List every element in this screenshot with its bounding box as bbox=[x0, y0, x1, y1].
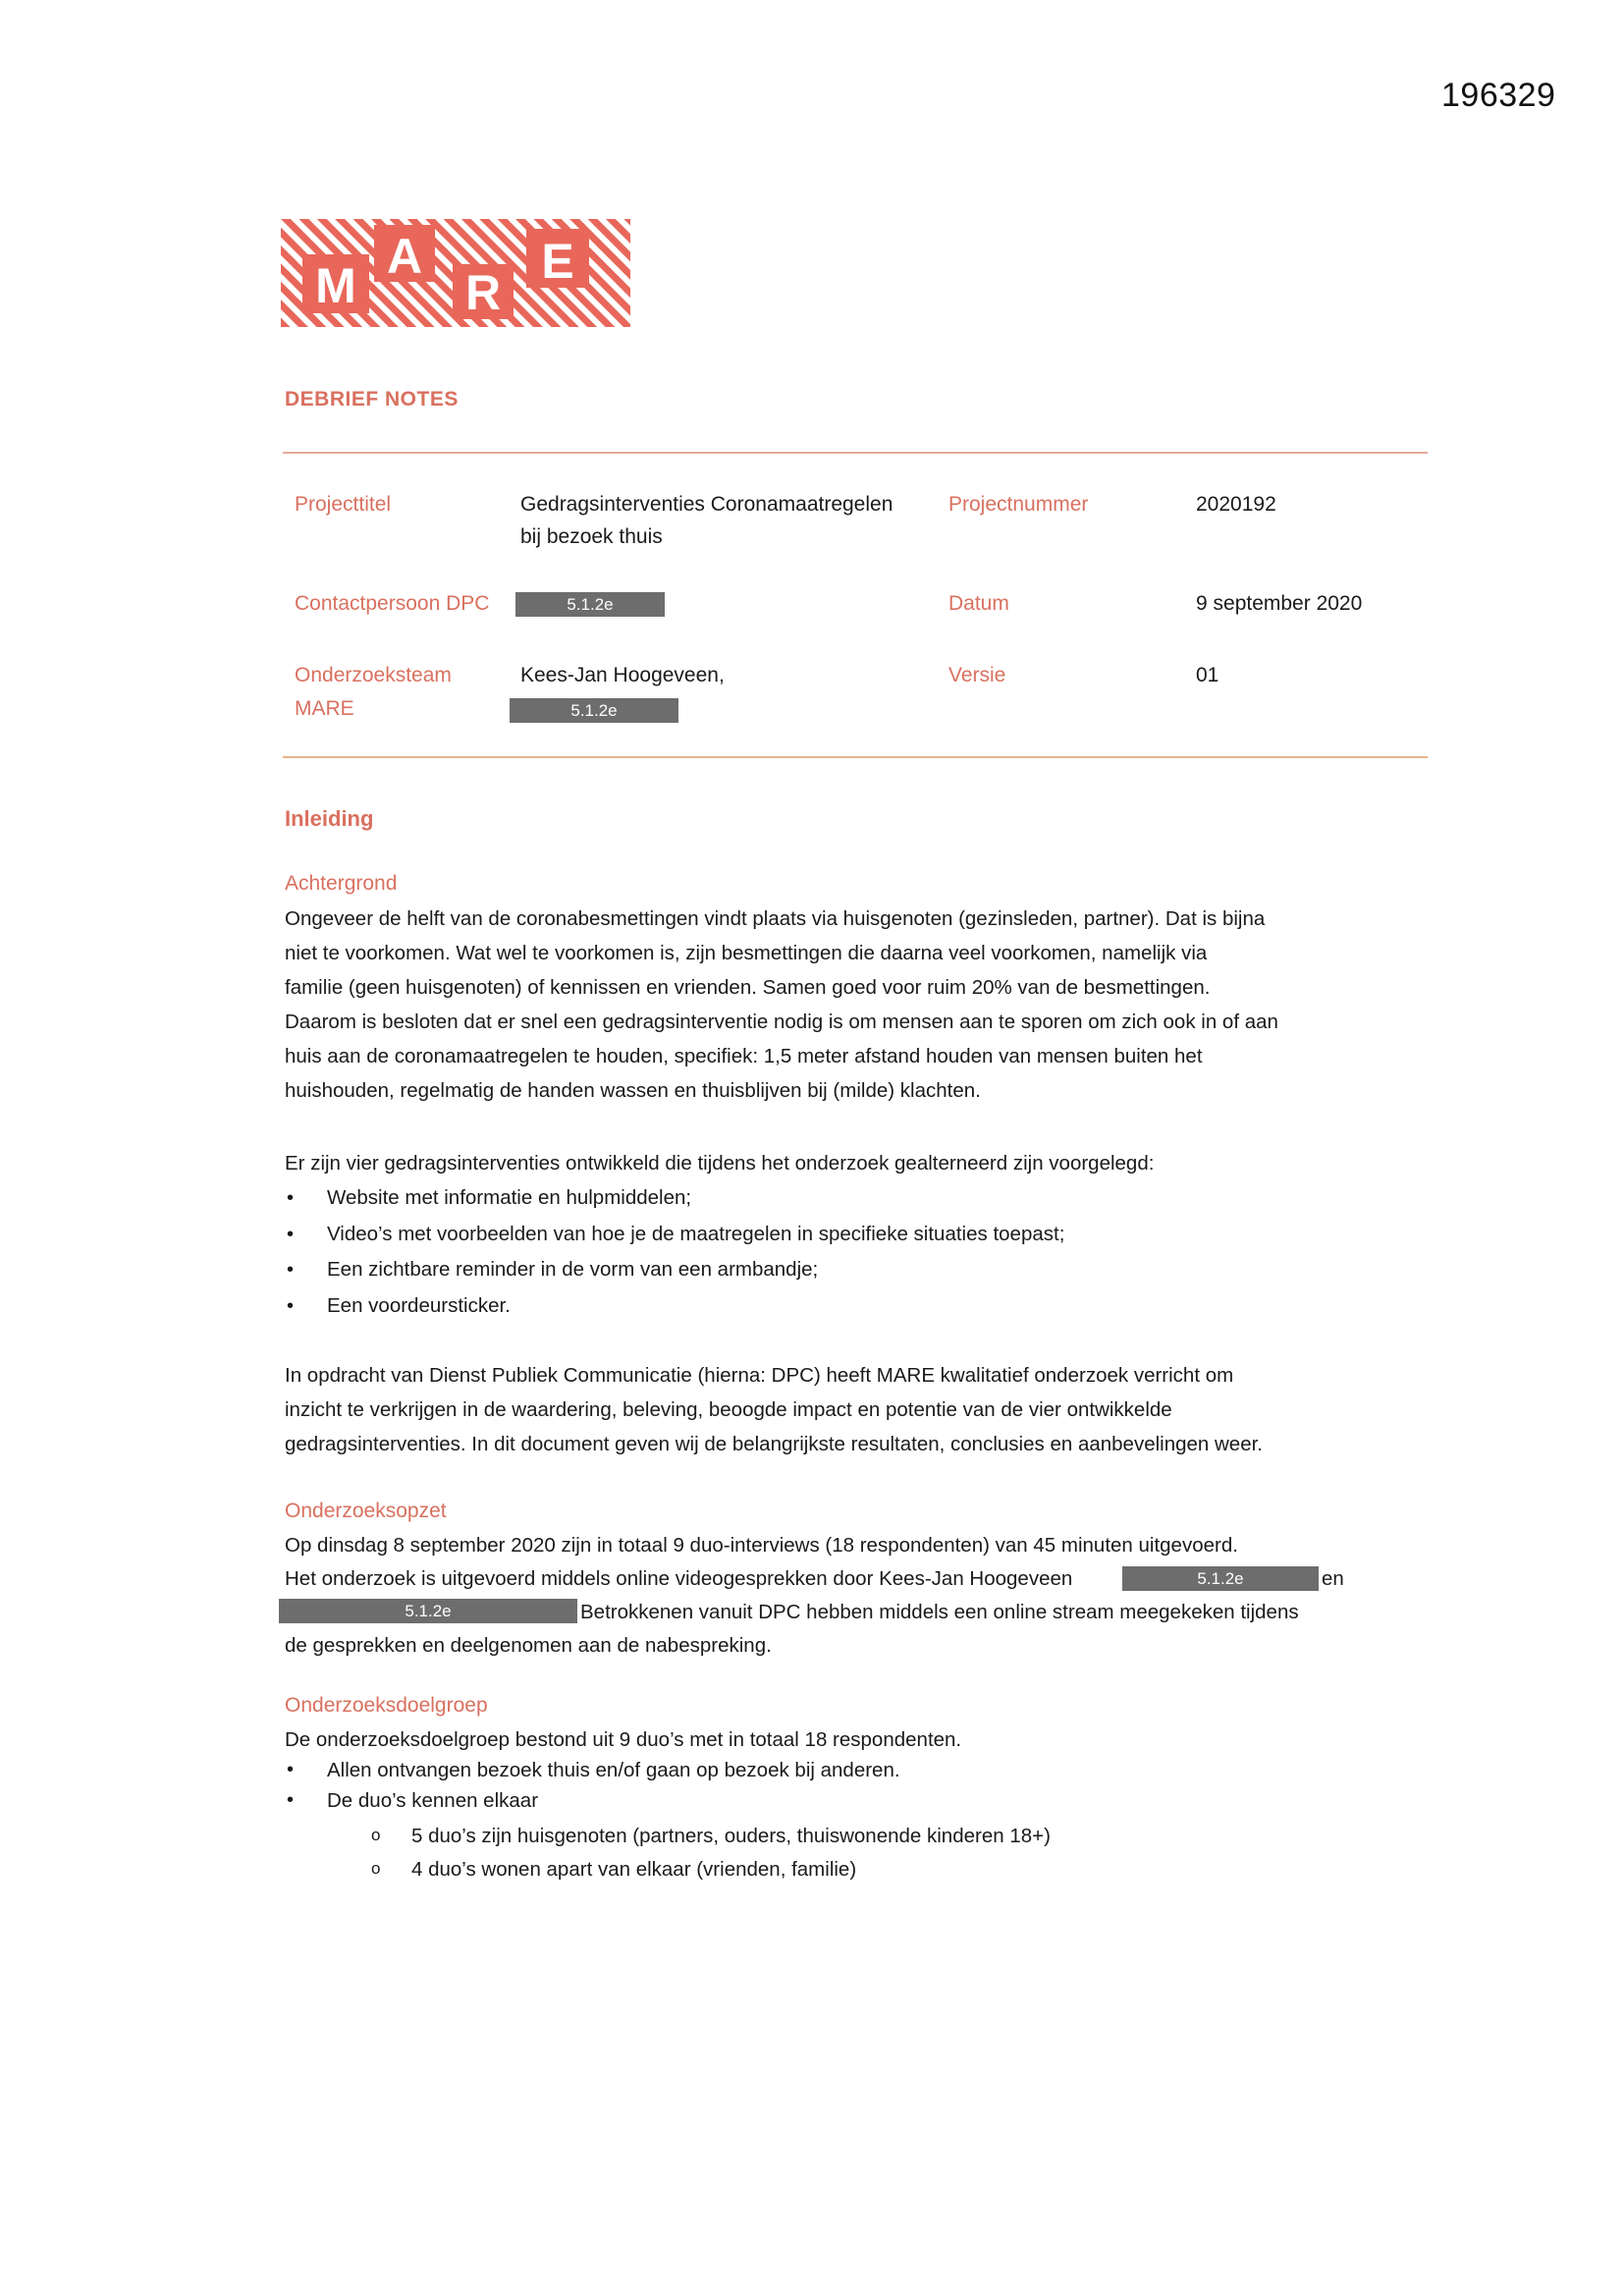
project-number-value: 2020192 bbox=[1196, 493, 1276, 516]
setup-redaction-1: 5.1.2e bbox=[1122, 1566, 1319, 1591]
logo-letter-m: M bbox=[315, 258, 356, 313]
background-paragraph bbox=[285, 902, 1365, 1108]
mare-logo bbox=[281, 219, 630, 327]
debrief-title: DEBRIEF NOTES bbox=[285, 388, 459, 410]
target-group-sublist bbox=[369, 1820, 1051, 1886]
version-value: 01 bbox=[1196, 664, 1219, 686]
document-id: 196329 bbox=[1441, 77, 1556, 114]
list-item: • Een voordeursticker. bbox=[285, 1288, 1064, 1325]
setup-line-1: Op dinsdag 8 september 2020 zijn in totaal 9 duo-interviews (18 respondenten) van 45 minuten uitgevoerd. bbox=[285, 1534, 1238, 1557]
setup-line-3: Betrokkenen vanuit DPC hebben middels een online stream meegekeken tijdens bbox=[580, 1601, 1299, 1623]
list-item: • Allen ontvangen bezoek thuis en/of gaan op bezoek bij anderen. bbox=[285, 1755, 900, 1785]
target-group-list bbox=[285, 1755, 900, 1816]
list-item: • Website met informatie en hulpmiddelen; bbox=[285, 1180, 1064, 1217]
assignment-line: In opdracht van Dienst Publiek Communicatie (hierna: DPC) heeft MARE kwalitatief onderzoek verricht om bbox=[285, 1364, 1234, 1387]
list-item: • Een zichtbare reminder in de vorm van een armbandje; bbox=[285, 1252, 1064, 1288]
team-label-line-2: MARE bbox=[295, 697, 354, 720]
project-title-line-1: Gedragsinterventies Coronamaatregelen bbox=[520, 493, 893, 516]
background-line: familie (geen huisgenoten) of kennissen en vrienden. Samen goed voor ruim 20% van de besmettingen. bbox=[285, 976, 1211, 999]
assignment-paragraph bbox=[285, 1358, 1365, 1461]
project-title-label: Projecttitel bbox=[295, 493, 392, 516]
background-line: huishouden, regelmatig de handen wassen en thuisblijven bij (milde) klachten. bbox=[285, 1079, 981, 1102]
target-group-intro: De onderzoeksdoelgroep bestond uit 9 duo’s met in totaal 18 respondenten. bbox=[285, 1728, 962, 1751]
header-divider-bottom bbox=[283, 756, 1428, 758]
setup-line-2-end: en bbox=[1322, 1567, 1344, 1590]
background-heading: Achtergrond bbox=[285, 872, 398, 895]
header-divider-top bbox=[283, 452, 1428, 454]
setup-line-4: de gesprekken en deelgenomen aan de nabespreking. bbox=[285, 1634, 772, 1657]
logo-letter-e: E bbox=[541, 234, 574, 289]
assignment-line: gedragsinterventies. In dit document geven wij de belangrijkste resultaten, conclusies en aanbevelingen weer. bbox=[285, 1433, 1264, 1455]
list-item: • De duo’s kennen elkaar bbox=[285, 1785, 900, 1816]
project-title-line-2: bij bezoek thuis bbox=[520, 525, 663, 548]
setup-line-2: Het onderzoek is uitgevoerd middels online videogesprekken door Kees-Jan Hoogeveen bbox=[285, 1567, 1073, 1590]
interventions-list bbox=[285, 1180, 1064, 1324]
logo-letter-a: A bbox=[386, 229, 423, 284]
list-item: o 5 duo’s zijn huisgenoten (partners, ouders, thuiswonende kinderen 18+) bbox=[369, 1820, 1051, 1853]
background-line: Ongeveer de helft van de coronabesmettingen vindt plaats via huisgenoten (gezinsleden, partner). Dat is bijna bbox=[285, 907, 1266, 930]
version-label: Versie bbox=[948, 664, 1006, 686]
date-label: Datum bbox=[948, 592, 1009, 615]
team-label-line-1: Onderzoeksteam bbox=[295, 664, 452, 686]
list-item: o 4 duo’s wonen apart van elkaar (vrienden, familie) bbox=[369, 1853, 1051, 1886]
project-number-label: Projectnummer bbox=[948, 493, 1089, 516]
team-redaction: 5.1.2e bbox=[510, 698, 678, 723]
interventions-intro: Er zijn vier gedragsinterventies ontwikkeld die tijdens het onderzoek gealterneerd zijn voorgelegd: bbox=[285, 1152, 1155, 1175]
intro-heading: Inleiding bbox=[285, 806, 374, 831]
setup-heading: Onderzoeksopzet bbox=[285, 1500, 447, 1522]
contact-redaction: 5.1.2e bbox=[515, 592, 665, 617]
background-line: Daarom is besloten dat er snel een gedragsinterventie nodig is om mensen aan te sporen om zich ook in of aan bbox=[285, 1011, 1278, 1033]
team-value: Kees-Jan Hoogeveen, bbox=[520, 664, 725, 686]
background-line: niet te voorkomen. Wat wel te voorkomen is, zijn besmettingen die daarna veel voorkomen, namelijk via bbox=[285, 942, 1208, 964]
target-group-heading: Onderzoeksdoelgroep bbox=[285, 1694, 488, 1717]
list-item: • Video’s met voorbeelden van hoe je de maatregelen in specifieke situaties toepast; bbox=[285, 1217, 1064, 1253]
date-value: 9 september 2020 bbox=[1196, 592, 1363, 615]
contact-label: Contactpersoon DPC bbox=[295, 592, 490, 615]
assignment-line: inzicht te verkrijgen in de waardering, beleving, beoogde impact en potentie van de vier ontwikkelde bbox=[285, 1398, 1172, 1421]
setup-redaction-2: 5.1.2e bbox=[279, 1599, 577, 1623]
background-line: huis aan de coronamaatregelen te houden, specifiek: 1,5 meter afstand houden van mensen buiten het bbox=[285, 1045, 1203, 1067]
logo-letter-r: R bbox=[464, 265, 502, 320]
